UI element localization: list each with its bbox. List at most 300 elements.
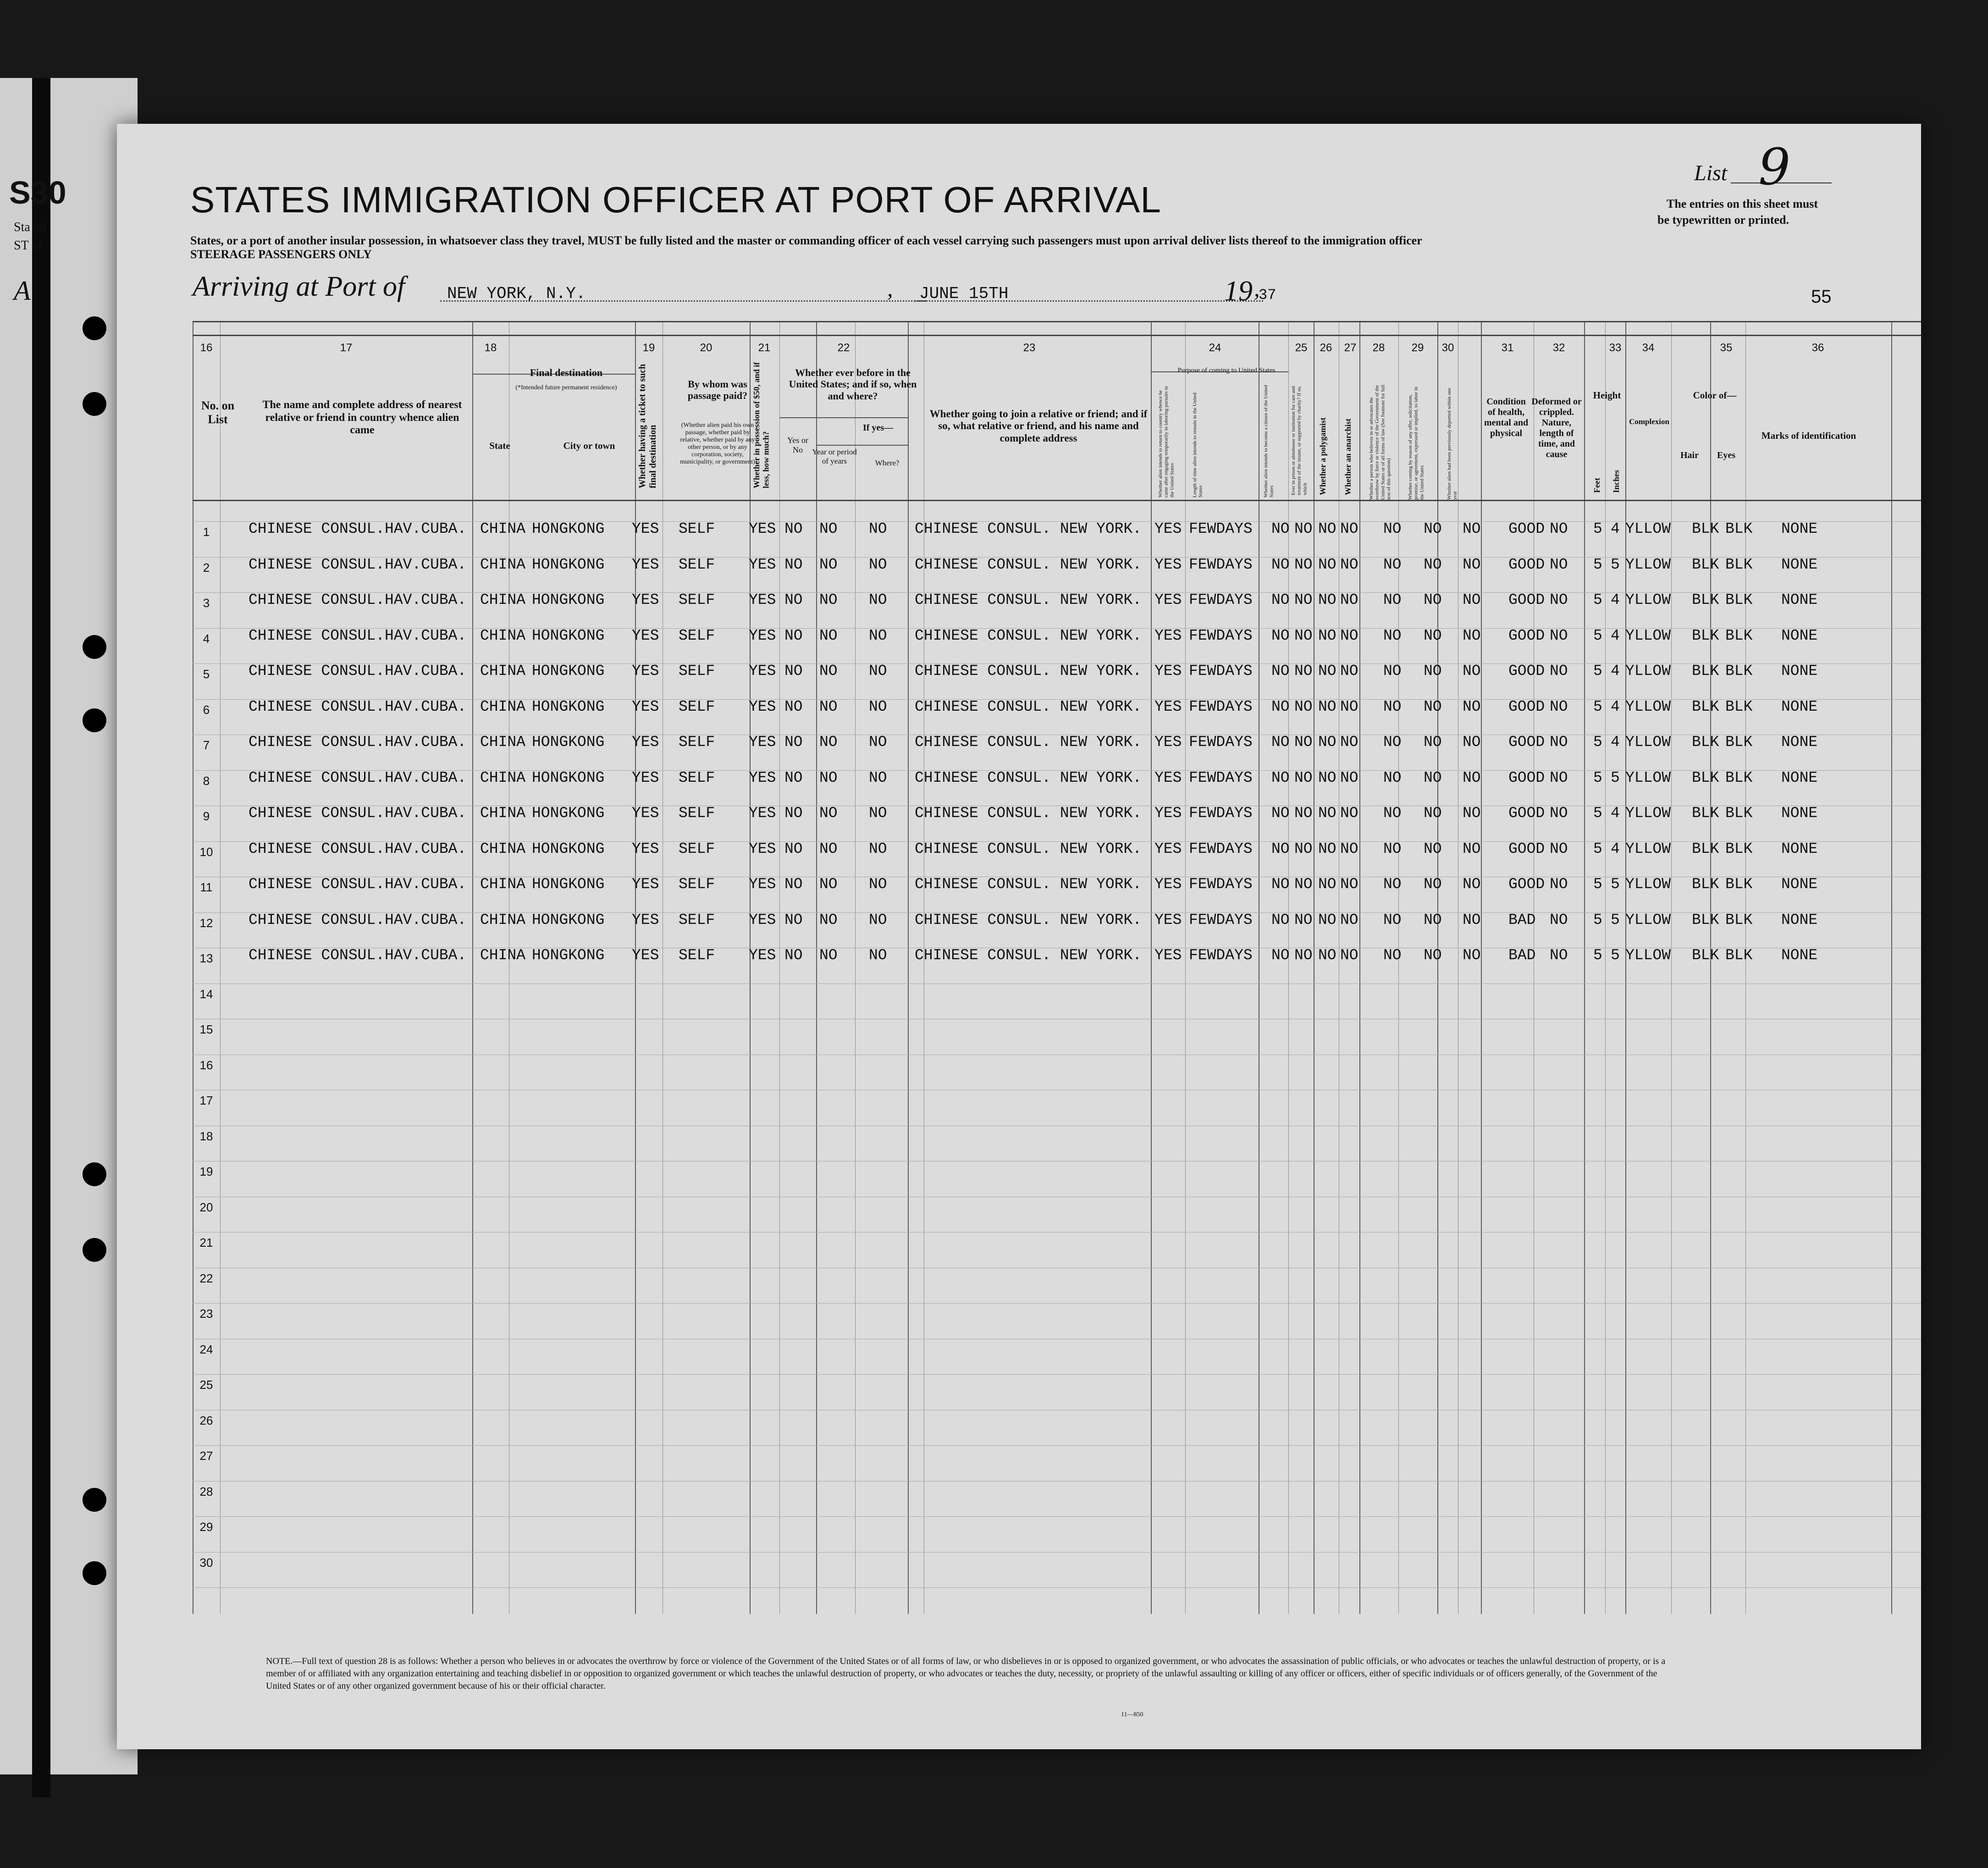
cell-marks: NONE — [1781, 520, 1818, 537]
header-hair: Hair — [1680, 450, 1699, 460]
cell-dest-state: CHINA — [480, 698, 526, 715]
cell-passage-paid: SELF — [679, 591, 715, 608]
cell-labor-offer: NO — [1424, 769, 1442, 786]
header-join-relative: Whether going to join a relative or friend; and if so, what relative or friend, and his name and complete address — [929, 408, 1148, 444]
cell-anarchist: NO — [1340, 663, 1358, 680]
cell-health: BAD — [1508, 947, 1536, 964]
cell-relative-address: CHINESE CONSUL.HAV.CUBA. — [248, 591, 467, 608]
cell-anarchist: NO — [1340, 947, 1358, 964]
cell-complexion: YLLOW — [1625, 520, 1671, 537]
cell-polygamist: NO — [1318, 627, 1336, 644]
header-passage-paid-note: (Whether alien paid his own passage, whether paid by relative, whether paid by any other person, or by any corporation, society, municipality, or government) — [680, 422, 755, 466]
cell-length-of-stay: FEWDAYS — [1189, 911, 1253, 928]
row-number: 1 — [203, 525, 210, 539]
header-state: State — [489, 440, 510, 451]
cell-height-feet: 5 — [1593, 627, 1602, 644]
cell-dest-city: HONGKONG — [532, 734, 605, 751]
cell-polygamist: NO — [1318, 698, 1336, 715]
list-label: List — [1694, 161, 1728, 185]
cell-height-inches: 4 — [1611, 591, 1620, 608]
column-number: 32 — [1552, 342, 1565, 354]
cell-deformed: NO — [1550, 911, 1568, 928]
cell-ever-before: NO — [784, 520, 803, 537]
cell-polygamist: NO — [1318, 734, 1336, 751]
cell-dest-state: CHINA — [480, 520, 526, 537]
cell-money: YES — [749, 663, 776, 680]
cell-join-relative: CHINESE CONSUL. NEW YORK. — [915, 698, 1142, 715]
cell-labor-offer: NO — [1424, 591, 1442, 608]
entries-note-1: The entries on this sheet must — [1667, 197, 1818, 210]
cell-height-feet: 5 — [1593, 911, 1602, 928]
cell-deported: NO — [1463, 769, 1481, 786]
cell-hair: BLK — [1692, 591, 1719, 608]
row-number: 4 — [203, 631, 210, 646]
cell-citizen-intent: NO — [1271, 734, 1290, 751]
header-ever-before: Whether ever before in the United States; and if so, when and where? — [789, 367, 917, 402]
cell-prison: NO — [1294, 663, 1313, 680]
cell-complexion: YLLOW — [1625, 805, 1671, 822]
row-number: 24 — [199, 1342, 213, 1356]
cell-health: GOOD — [1508, 627, 1545, 644]
cell-hair: BLK — [1692, 805, 1719, 822]
cell-health: GOOD — [1508, 663, 1545, 680]
row-number: 28 — [199, 1484, 213, 1498]
cell-money: YES — [749, 947, 776, 964]
cell-years: NO — [819, 627, 838, 644]
header-citizen-intent: Whether alien intends to become a citizen of the United States — [1263, 385, 1275, 497]
column-rule — [855, 321, 856, 1614]
column-rule — [1398, 321, 1399, 1614]
cell-overthrow: NO — [1383, 947, 1402, 964]
cell-purpose-return: YES — [1154, 627, 1182, 644]
cell-relative-address: CHINESE CONSUL.HAV.CUBA. — [248, 663, 467, 680]
cell-eyes: BLK — [1725, 556, 1753, 573]
cell-deformed: NO — [1550, 734, 1568, 751]
cell-purpose-return: YES — [1154, 698, 1182, 715]
cell-labor-offer: NO — [1424, 805, 1442, 822]
cell-citizen-intent: NO — [1271, 556, 1290, 573]
cell-height-feet: 5 — [1593, 734, 1602, 751]
column-number: 20 — [700, 342, 712, 354]
cell-overthrow: NO — [1383, 876, 1402, 893]
row-number: 20 — [199, 1200, 213, 1214]
cell-anarchist: NO — [1340, 627, 1358, 644]
cell-deformed: NO — [1550, 591, 1568, 608]
column-rule — [472, 321, 473, 1614]
cell-ticket: YES — [632, 663, 659, 680]
cell-relative-address: CHINESE CONSUL.HAV.CUBA. — [248, 947, 467, 964]
cell-deported: NO — [1463, 627, 1481, 644]
punch-hole — [83, 708, 106, 732]
year-prefix: 19 — [1224, 276, 1253, 307]
cell-years: NO — [819, 556, 838, 573]
cell-deported: NO — [1463, 734, 1481, 751]
cell-hair: BLK — [1692, 947, 1719, 964]
cell-polygamist: NO — [1318, 947, 1336, 964]
cell-prison: NO — [1294, 698, 1313, 715]
cell-citizen-intent: NO — [1271, 911, 1290, 928]
header-complexion: Complexion — [1629, 417, 1669, 426]
cell-eyes: BLK — [1725, 734, 1753, 751]
cell-prison: NO — [1294, 734, 1313, 751]
cell-height-inches: 4 — [1611, 805, 1620, 822]
cell-length-of-stay: FEWDAYS — [1189, 840, 1253, 857]
cell-hair: BLK — [1692, 663, 1719, 680]
header-eyes: Eyes — [1717, 450, 1735, 460]
cell-deported: NO — [1463, 591, 1481, 608]
cell-passage-paid: SELF — [679, 698, 715, 715]
cell-ever-before: NO — [784, 911, 803, 928]
column-rule — [1288, 321, 1289, 1614]
column-number: 28 — [1372, 342, 1385, 354]
cell-length-of-stay: FEWDAYS — [1189, 556, 1253, 573]
cell-height-inches: 4 — [1611, 734, 1620, 751]
cell-join-relative: CHINESE CONSUL. NEW YORK. — [915, 591, 1142, 608]
cell-marks: NONE — [1781, 663, 1818, 680]
cell-labor-offer: NO — [1424, 876, 1442, 893]
cell-deported: NO — [1463, 840, 1481, 857]
column-number: 24 — [1209, 342, 1221, 354]
cell-citizen-intent: NO — [1271, 663, 1290, 680]
cell-dest-city: HONGKONG — [532, 876, 605, 893]
row-number: 10 — [199, 845, 213, 859]
cell-prison: NO — [1294, 591, 1313, 608]
cell-citizen-intent: NO — [1271, 520, 1290, 537]
cell-citizen-intent: NO — [1271, 805, 1290, 822]
year-suffix: 37 — [1259, 287, 1276, 304]
cell-marks: NONE — [1781, 769, 1818, 786]
cell-polygamist: NO — [1318, 805, 1336, 822]
cell-health: GOOD — [1508, 698, 1545, 715]
cell-where: NO — [869, 520, 887, 537]
comma-2: , — [1254, 276, 1260, 301]
cell-ever-before: NO — [784, 805, 803, 822]
cell-purpose-return: YES — [1154, 876, 1182, 893]
cell-height-inches: 4 — [1611, 663, 1620, 680]
cell-overthrow: NO — [1383, 556, 1402, 573]
cell-join-relative: CHINESE CONSUL. NEW YORK. — [915, 663, 1142, 680]
row-rule — [193, 1303, 1921, 1304]
cell-deformed: NO — [1550, 805, 1568, 822]
cell-hair: BLK — [1692, 840, 1719, 857]
cell-height-feet: 5 — [1593, 698, 1602, 715]
cell-ticket: YES — [632, 556, 659, 573]
cell-length-of-stay: FEWDAYS — [1189, 591, 1253, 608]
cell-citizen-intent: NO — [1271, 947, 1290, 964]
cell-dest-state: CHINA — [480, 876, 526, 893]
cell-anarchist: NO — [1340, 769, 1358, 786]
cell-ever-before: NO — [784, 769, 803, 786]
row-number: 21 — [199, 1236, 213, 1249]
row-rule — [193, 1445, 1921, 1446]
column-number: 31 — [1501, 342, 1514, 354]
cell-prison: NO — [1294, 876, 1313, 893]
header-if-yes: If yes— — [862, 423, 894, 433]
cell-money: YES — [749, 911, 776, 928]
cell-money: YES — [749, 769, 776, 786]
header-ticket: Whether having a ticket to such final destination — [637, 364, 658, 488]
arriving-label: Arriving at Port of — [193, 271, 405, 302]
cell-overthrow: NO — [1383, 769, 1402, 786]
cell-dest-state: CHINA — [480, 805, 526, 822]
cell-anarchist: NO — [1340, 591, 1358, 608]
row-number: 17 — [199, 1094, 213, 1107]
cell-passage-paid: SELF — [679, 876, 715, 893]
cell-complexion: YLLOW — [1625, 876, 1671, 893]
cell-ever-before: NO — [784, 556, 803, 573]
cell-eyes: BLK — [1725, 911, 1753, 928]
cell-labor-offer: NO — [1424, 734, 1442, 751]
punch-hole — [83, 392, 106, 416]
cell-deported: NO — [1463, 805, 1481, 822]
cell-hair: BLK — [1692, 627, 1719, 644]
row-number: 29 — [199, 1520, 213, 1534]
cell-citizen-intent: NO — [1271, 698, 1290, 715]
cell-citizen-intent: NO — [1271, 876, 1290, 893]
cell-prison: NO — [1294, 769, 1313, 786]
cell-anarchist: NO — [1340, 734, 1358, 751]
date-value: JUNE 15TH — [919, 284, 1009, 303]
column-number: 16 — [200, 342, 213, 354]
cell-dest-city: HONGKONG — [532, 556, 605, 573]
row-rule — [193, 1374, 1921, 1375]
column-rule — [635, 321, 636, 1614]
cell-prison: NO — [1294, 840, 1313, 857]
cell-length-of-stay: FEWDAYS — [1189, 947, 1253, 964]
column-rule — [1584, 321, 1585, 1614]
cell-height-inches: 4 — [1611, 698, 1620, 715]
cell-dest-city: HONGKONG — [532, 591, 605, 608]
header-marks: Marks of identification — [1761, 430, 1856, 441]
cell-marks: NONE — [1781, 734, 1818, 751]
cell-height-feet: 5 — [1593, 520, 1602, 537]
cell-eyes: BLK — [1725, 840, 1753, 857]
cell-where: NO — [869, 663, 887, 680]
cell-passage-paid: SELF — [679, 805, 715, 822]
header-color-of: Color of— — [1693, 390, 1737, 401]
cell-eyes: BLK — [1725, 769, 1753, 786]
header-city: City or town — [563, 440, 615, 451]
cell-passage-paid: SELF — [679, 663, 715, 680]
column-rule — [816, 321, 817, 1614]
header-rule — [193, 500, 1921, 501]
cell-purpose-return: YES — [1154, 556, 1182, 573]
cell-height-feet: 5 — [1593, 947, 1602, 964]
cell-anarchist: NO — [1340, 556, 1358, 573]
row-number: 2 — [203, 560, 210, 575]
header-years: Year or period of years — [812, 448, 857, 465]
column-rule — [779, 321, 780, 1614]
cell-polygamist: NO — [1318, 876, 1336, 893]
header-length-of-stay: Length of time alien intends to remain in the United States — [1192, 392, 1204, 497]
subheader-rule — [816, 445, 908, 446]
cell-prison: NO — [1294, 805, 1313, 822]
side-label-2: ST of — [14, 238, 43, 253]
subheader-rule — [779, 417, 908, 418]
cell-eyes: BLK — [1725, 520, 1753, 537]
cell-overthrow: NO — [1383, 805, 1402, 822]
comma-1: , — [887, 276, 893, 301]
cell-years: NO — [819, 663, 838, 680]
cell-height-inches: 4 — [1611, 627, 1620, 644]
cell-relative-address: CHINESE CONSUL.HAV.CUBA. — [248, 911, 467, 928]
header-anarchist: Whether an anarchist — [1343, 418, 1353, 495]
cell-marks: NONE — [1781, 876, 1818, 893]
cell-health: GOOD — [1508, 591, 1545, 608]
cell-years: NO — [819, 911, 838, 928]
cell-purpose-return: YES — [1154, 911, 1182, 928]
cell-height-inches: 5 — [1611, 947, 1620, 964]
row-number: 26 — [199, 1413, 213, 1427]
cell-ticket: YES — [632, 947, 659, 964]
column-rule — [750, 321, 751, 1614]
column-number: 34 — [1642, 342, 1655, 354]
header-return-intent: Whether alien intends to return to country whence he came after engaging temporarily in laboring pursuits in the United States — [1158, 386, 1175, 497]
row-number: 15 — [199, 1022, 213, 1036]
cell-ever-before: NO — [784, 734, 803, 751]
cell-hair: BLK — [1692, 734, 1719, 751]
cell-ticket: YES — [632, 769, 659, 786]
page-title: STATES IMMIGRATION OFFICER AT PORT OF ARRIVAL — [190, 179, 1161, 220]
cell-ticket: YES — [632, 876, 659, 893]
cell-height-inches: 4 — [1611, 520, 1620, 537]
cell-purpose-return: YES — [1154, 520, 1182, 537]
steerage-label: STEERAGE PASSENGERS ONLY — [190, 248, 372, 261]
cell-years: NO — [819, 805, 838, 822]
header-rule — [193, 321, 1921, 322]
cell-ever-before: NO — [784, 627, 803, 644]
cell-years: NO — [819, 698, 838, 715]
cell-relative-address: CHINESE CONSUL.HAV.CUBA. — [248, 556, 467, 573]
cell-marks: NONE — [1781, 627, 1818, 644]
cell-purpose-return: YES — [1154, 947, 1182, 964]
punch-hole — [83, 1238, 106, 1262]
cell-ticket: YES — [632, 805, 659, 822]
punch-hole — [83, 1162, 106, 1186]
cell-labor-offer: NO — [1424, 520, 1442, 537]
column-rule — [1745, 321, 1746, 1614]
column-number: 19 — [642, 342, 655, 354]
header-passage-paid: By whom was passage paid? — [687, 378, 748, 402]
cell-ever-before: NO — [784, 591, 803, 608]
row-number: 14 — [199, 987, 213, 1001]
header-nearest-relative: The name and complete address of nearest relative or friend in country whence alien came — [262, 399, 462, 437]
cell-ever-before: NO — [784, 698, 803, 715]
cell-complexion: YLLOW — [1625, 591, 1671, 608]
cell-join-relative: CHINESE CONSUL. NEW YORK. — [915, 876, 1142, 893]
cell-deformed: NO — [1550, 698, 1568, 715]
column-rule — [1625, 321, 1626, 1614]
cell-prison: NO — [1294, 556, 1313, 573]
cell-passage-paid: SELF — [679, 911, 715, 928]
cell-where: NO — [869, 840, 887, 857]
cell-eyes: BLK — [1725, 663, 1753, 680]
side-code: S30 — [9, 175, 66, 210]
cell-years: NO — [819, 520, 838, 537]
cell-complexion: YLLOW — [1625, 627, 1671, 644]
cell-labor-offer: NO — [1424, 663, 1442, 680]
cell-prison: NO — [1294, 627, 1313, 644]
cell-dest-city: HONGKONG — [532, 805, 605, 822]
header-labor-offer: Whether coming by reason of any offer, solicitation, promise, or agreement, expressed or implied, to labor in the United States — [1408, 387, 1425, 500]
cell-ticket: YES — [632, 627, 659, 644]
cell-ever-before: NO — [784, 947, 803, 964]
cell-eyes: BLK — [1725, 627, 1753, 644]
cell-overthrow: NO — [1383, 627, 1402, 644]
cell-eyes: BLK — [1725, 591, 1753, 608]
cell-eyes: BLK — [1725, 876, 1753, 893]
cell-ticket: YES — [632, 911, 659, 928]
cell-health: GOOD — [1508, 876, 1545, 893]
cell-join-relative: CHINESE CONSUL. NEW YORK. — [915, 627, 1142, 644]
side-label-1: Sta nd — [14, 220, 46, 234]
cell-ticket: YES — [632, 734, 659, 751]
cell-purpose-return: YES — [1154, 805, 1182, 822]
cell-dest-city: HONGKONG — [532, 911, 605, 928]
cell-length-of-stay: FEWDAYS — [1189, 769, 1253, 786]
cell-citizen-intent: NO — [1271, 840, 1290, 857]
column-rule — [1891, 321, 1892, 1614]
cell-marks: NONE — [1781, 947, 1818, 964]
column-number: 27 — [1344, 342, 1357, 354]
cell-citizen-intent: NO — [1271, 769, 1290, 786]
cell-height-feet: 5 — [1593, 769, 1602, 786]
cell-prison: NO — [1294, 911, 1313, 928]
row-number: 8 — [203, 774, 210, 788]
cell-deported: NO — [1463, 520, 1481, 537]
cell-deported: NO — [1463, 556, 1481, 573]
cell-years: NO — [819, 591, 838, 608]
cell-dest-state: CHINA — [480, 627, 526, 644]
cell-dest-state: CHINA — [480, 911, 526, 928]
cell-marks: NONE — [1781, 840, 1818, 857]
page-subtitle: States, or a port of another insular possession, in whatsoever class they travel, MUST be fully listed and the master or commanding officer of each vessel carrying such passengers must upon arrival deliver lists thereof to the immigration officer — [190, 234, 1422, 247]
header-purpose: Purpose of coming to United States — [1177, 367, 1276, 374]
cell-overthrow: NO — [1383, 734, 1402, 751]
column-number: 35 — [1720, 342, 1733, 354]
cell-complexion: YLLOW — [1625, 698, 1671, 715]
cell-deformed: NO — [1550, 627, 1568, 644]
cell-join-relative: CHINESE CONSUL. NEW YORK. — [915, 805, 1142, 822]
cell-join-relative: CHINESE CONSUL. NEW YORK. — [915, 947, 1142, 964]
cell-marks: NONE — [1781, 911, 1818, 928]
header-money: Whether in possession of $50, and if less, how much? — [752, 362, 771, 488]
header-final-destination: Final destination — [530, 367, 603, 378]
column-rule — [1605, 321, 1606, 1614]
row-number: 25 — [199, 1378, 213, 1392]
cell-money: YES — [749, 876, 776, 893]
column-rule — [908, 321, 909, 1614]
cell-length-of-stay: FEWDAYS — [1189, 698, 1253, 715]
cell-eyes: BLK — [1725, 805, 1753, 822]
cell-ever-before: NO — [784, 663, 803, 680]
cell-labor-offer: NO — [1424, 911, 1442, 928]
cell-length-of-stay: FEWDAYS — [1189, 805, 1253, 822]
cell-dest-city: HONGKONG — [532, 947, 605, 964]
row-number: 23 — [199, 1307, 213, 1321]
binder-spine — [32, 78, 50, 1797]
cell-where: NO — [869, 805, 887, 822]
cell-money: YES — [749, 805, 776, 822]
cell-complexion: YLLOW — [1625, 734, 1671, 751]
header-height: Height — [1593, 390, 1621, 401]
cell-where: NO — [869, 734, 887, 751]
header-final-destination-note: (*Intended future permanent residence) — [515, 384, 617, 391]
cell-labor-offer: NO — [1424, 627, 1442, 644]
cell-deformed: NO — [1550, 556, 1568, 573]
row-rule — [193, 1587, 1921, 1588]
cell-complexion: YLLOW — [1625, 663, 1671, 680]
